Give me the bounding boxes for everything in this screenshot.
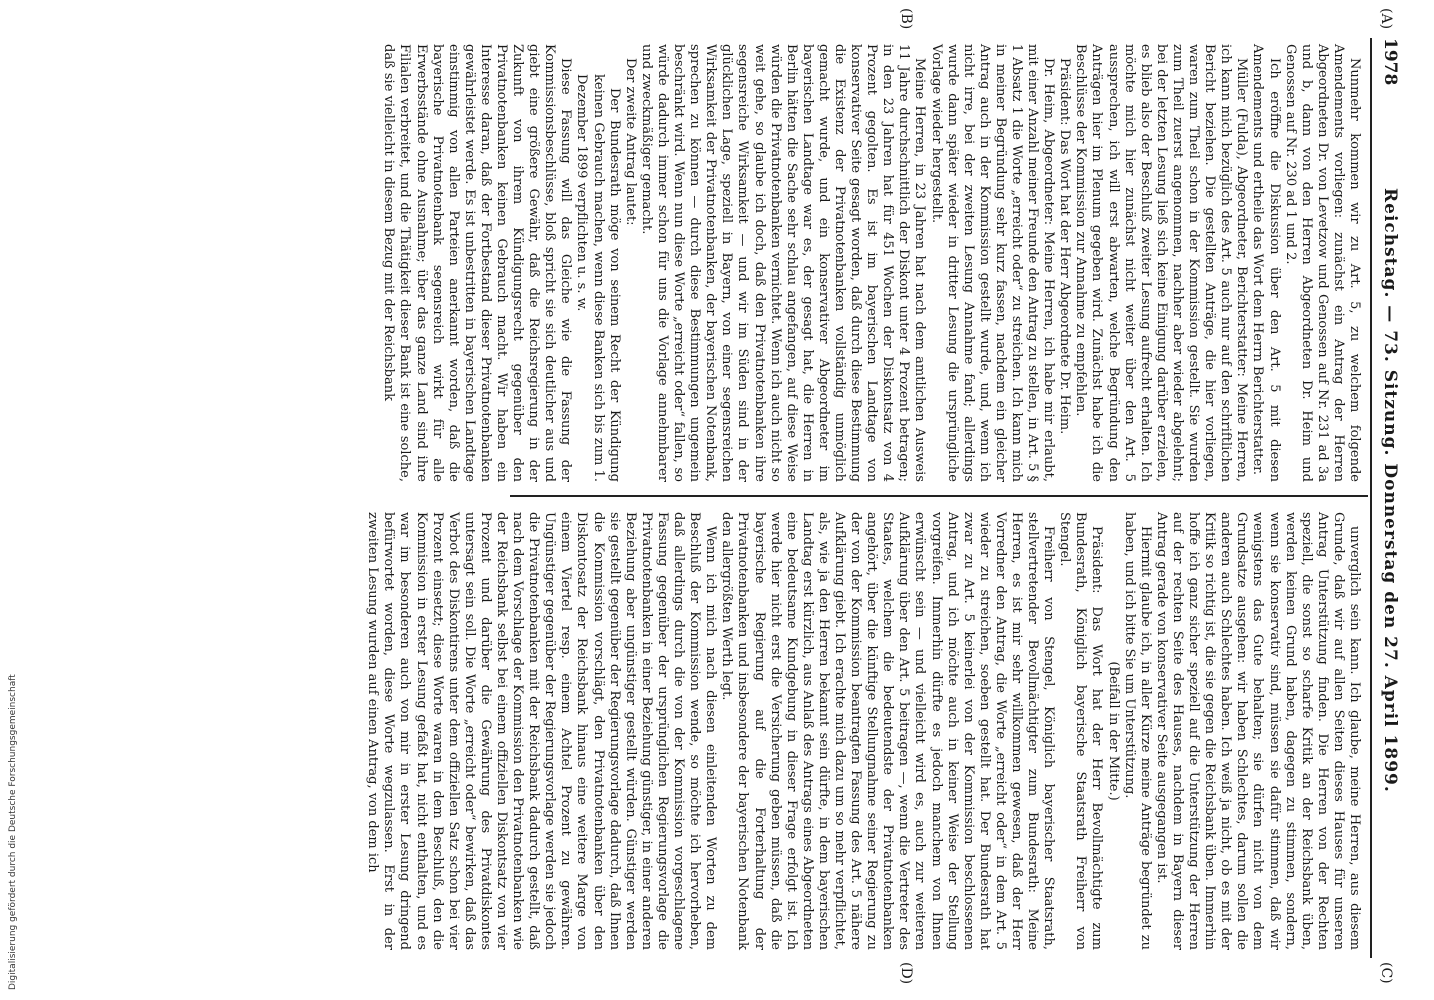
paragraph: unverglich sein kann. Ich glaube, meine Herren, aus diesem Grunde, daß wir auf allen Seiten dieses Hauses für unseren Antrag Unterstützung finden. Die Herren von der Rechten speziell, die sonst so scharfe Kritik an der Reichsbank üben, werden keinen Grund haben, dagegen zu stimmen, sondern, wenn sie konservativ sind, müssen sie dafür stimmen, daß wir wenigstens das Gute behalten; sie dürfen nicht von dem Grundsatze ausgehen: wir haben Schlechtes, darum sollen die anderen auch Schlechtes haben. Ich weiß ja nicht, ob es mit der Kritik so richtig ist, die sie gegen die Reichsbank üben. Immerhin hoffe ich ganz sicher speziell auf die Unterstützung der Herren auf der rechten Seite des Hauses, nachdem in Bayern dieser Antrag gerade von konservativer Seite ausgegangen ist. (1153, 512, 1362, 950)
paragraph: Meine Herren, in 23 Jahren hat nach dem amtlichen Ausweis 11 Jahre durchschnittlich der Diskont unter 4 Prozent betragen; in den 23 Jahren hat für 451 Wochen der Diskontsatz von 4 Prozent gegolten. Es ist im bayerischen Landtage von konservativer Seite gesagt worden, daß durch diese Bestimmung die Existenz der Privatnotenbanken vollständig unmöglich gemacht wurde, und ein konservativer Abgeordneter im bayerischen Landtage war es, der gesagt hat, die Herren in Berlin hätten die Sache sehr schlau angefangen, auf diese Weise würden die Privatnotenbanken vernichtet. Wenn ich auch nicht so weit gehe, so glaube ich doch, daß den Privatnotenbanken ihre segensreiche Wirksamkeit — und wir im Süden sind in der glücklichen Lage, speziell in Bayern, von einer segensreichen Wirksamkeit der Privatnotenbanken, der bayerischen Notenbank, sprechen zu können — durch diese Bestimmungen ungemein beschränkt wird. Wenn nun diese Worte „erreicht oder“ fallen, so würde dadurch immer schon für uns die Vorlage annehmbarer und zweckmäßiger gemacht. (638, 44, 928, 482)
left-column (381, 44, 1362, 482)
paragraph: Präsident: Das Wort hat der Herr Bevollmächtigte zum Bundesrath, Königlich bayerische Staatsrath Freiherr von Stengel. (1057, 512, 1105, 950)
digitization-credit: Digitalisierung gefördert durch die Deutsche Forschungsgemeinschaft (8, 674, 18, 990)
applause-note: (Beifall in der Mitte.) (1105, 661, 1121, 801)
paragraph: Freiherr von Stengel, Königlich bayerischer Staatsrath, stellvertretender Bevollmächtigter zum Bundesrath: Meine Herren, es ist mir sehr willkommen gewesen, daß der Herr Vorredner den Antrag, die Worte „erreicht oder“ in dem Art. 5 wieder zu streichen, soeben gestellt hat. Der Bundesrath hat zwar zu Art. 5 keinerlei von der Kommission beschlossenen Antrag, und ich möchte auch in keiner Weise der Stellung vorgreifen. Immerhin dürfte es jedoch manchem von Ihnen erwünscht sein — und vielleicht wird es, auch zur weiteren Aufklärung über den Art. 5 beitragen —, wenn die Vertreter des Staates, welchem die bedeutendste der Privatnotenbanken angehört, über die künftige Stellungnahme seiner Regierung zu der von der Kommission beantragten Fassung des Art. 5 nähere Aufklärung giebt. Ich erachte mich dazu um so mehr verpflichtet, als, wie ja den Herren bekannt sein dürfte, in dem bayerischen Landtag erst kürzlich, aus Anlaß des Antrags eines Abgeordneten eine bedeutsame Kundgebung in dieser Frage erfolgt ist. Ich werde hier nicht erst die Versicherung geben müssen, daß die bayerische Regierung auf die Forterhaltung der Privatnotenbanken und insbesondere der bayerischen Notenbank den allergrößten Werth legt. (719, 512, 1057, 950)
margin-marker-a: (A) (1378, 8, 1394, 30)
page-title: Reichstag. — 73. Sitzung. Donnerstag den 27. April 1899. (1380, 188, 1400, 793)
page-number: 1978 (1380, 38, 1400, 86)
paragraph: Müller (Fulda), Abgeordneter, Berichterstatter: Meine Herren, ich kann mich bezüglich des Art. 5 auch nur auf den schriftlichen Bericht beziehen. Die gestellten Anträge, die hier vorliegen, waren zum Theil schon in der Kommission gestellt. Sie wurden zum Theil zuerst angenommen, nachher aber wieder abgelehnt; bei der letzten Lesung ließ sich keine Einigung darüber erzielen, es blieb also der Beschluß zweiter Lesung aufrecht erhalten. Ich möchte mich hier zunächst nicht weiter über den Art. 5 aussprechen, ich will erst abwarten, welche Begründung den Anträgen hier im Plenum gegeben wird. Zunächst habe ich die Beschlüsse der Kommission zur Annahme zu empfehlen. (1073, 44, 1250, 482)
paragraph: Der zweite Antrag lautet: (622, 58, 638, 226)
quoted-motion: Der Bundesrath möge von seinem Recht der Kündigung keinen Gebrauch machen, wenn diese Banken sich bis zum 1. Dezember 1899 verpflichten u. s. w. (574, 74, 622, 482)
paragraph: Ich eröffne die Diskussion über den Art. 5 mit diesen Amendements und ertheile das Wort dem Herrn Berichterstatter. (1250, 44, 1282, 482)
margin-marker-c: (C) (1378, 962, 1394, 984)
paragraph: Diese Fassung will das Gleiche wie die Fassung der Kommissionsbeschlüsse, bloß spricht sie sich deutlicher aus und giebt eine größere Gewähr, daß die Reichsregierung in der Zukunft von ihrem Kündigungsrecht gegenüber den Privatnotenbanken keinen Gebrauch macht. Wir haben ein Interesse daran, daß der Fortbestand dieser Privatnotenbanken gewährleistet werde. Es ist unbestritten in bayerischen Landtage einstimmig von allen Parteien anerkannt worden, daß die bayerische Privatnotenbank segensreich wirkt für alle Erwerbsstände ohne Ausnahme; über das ganze Land sind ihre Filialen verbreitet, und die Thätigkeit dieser Bank ist eine solche, daß sie vielleicht in diesem Bezug mit der Reichsbank (381, 44, 574, 482)
paragraph: Wenn ich mich nach diesen einleitenden Worten zu dem Beschluß der Kommission wende, so möchte ich hervorheben, daß allerdings durch die von der Kommission vorgeschlagene Fassung gegenüber der ursprünglichen Regierungsvorlage die Privatnotenbanken in einer Beziehung günstiger, in einer anderen Beziehung aber ungünstiger gestellt würden. Günstiger werden sie gestellt gegenüber der Regierungsvorlage dadurch, daß Ihnen die Kommission vorschlägt, den Privatnotenbanken über den Diskontosatz der Reichsbank hinaus eine weitere Marge von einem Viertel resp. einem Achtel Prozent zu gewähren. Ungünstiger gegenüber der Regierungsvorlage werden sie jedoch die Privatnotenbanken mit der Reichsbank dadurch gestellt, daß nach dem Vorschlage der Kommission den Privatnotenbanken wie der Reichsbank selbst bei einem offiziellen Diskontsatz von vier Prozent und darüber die Gewährung des Privatdiskontes untersagt sein soll. Die Worte „erreicht oder“ bewirken, daß das Verbot des Diskontirens unter dem offiziellen Satz schon bei vier Prozent einsetzt; diese Worte waren in dem Beschluß, den die Kommission in erster Lesung gefaßt hat, nicht enthalten, und es war im besonderen auch von mir in erster Lesung dringend befürwortet worden, diese Worte wegzulassen. Erst in der zweiten Lesung wurden auf einen Antrag, von dem ich (365, 512, 719, 950)
paragraph: Nunmehr kommen wir zu Art. 5, zu welchem folgende Amendements vorliegen: zunächst ein Antrag der Herren Abgeordneten Dr. von Levetzow und Genossen auf Nr. 231 ad 3a und b, dann von den Herren Abgeordneten Dr. Heim und Genossen auf Nr. 230 ad 1 und 2. (1282, 44, 1362, 482)
paragraph: Hiermit glaube ich, in aller Kürze meine Anträge begründet zu haben, und ich bitte Sie um Unterstützung. (1121, 512, 1153, 950)
paragraph: Dr. Heim, Abgeordneter: Meine Herren, ich habe mir erlaubt, mit einer Anzahl meiner Freunde den Antrag zu stellen, in Art. 5 § 1 Absatz 1 die Worte „erreicht oder“ zu streichen. Ich kann mich in meiner Begründung sehr kurz fassen, nachdem ein gleicher Antrag auch in der Kommission gestellt wurde, und, wenn ich nicht irre, bei der zweiten Lesung Annahme fand; allerdings wurde dann später wieder in dritter Lesung die ursprüngliche Vorlage wieder hergestellt. (928, 44, 1057, 482)
right-column (365, 512, 1362, 950)
margin-marker-b: (B) (898, 8, 914, 30)
column-divider (510, 495, 1368, 497)
margin-marker-d: (D) (898, 962, 914, 985)
page-header (1374, 38, 1400, 948)
header-rule (1370, 38, 1372, 958)
paragraph: Präsident: Das Wort hat der Herr Abgeordnete Dr. Heim. (1057, 58, 1073, 435)
